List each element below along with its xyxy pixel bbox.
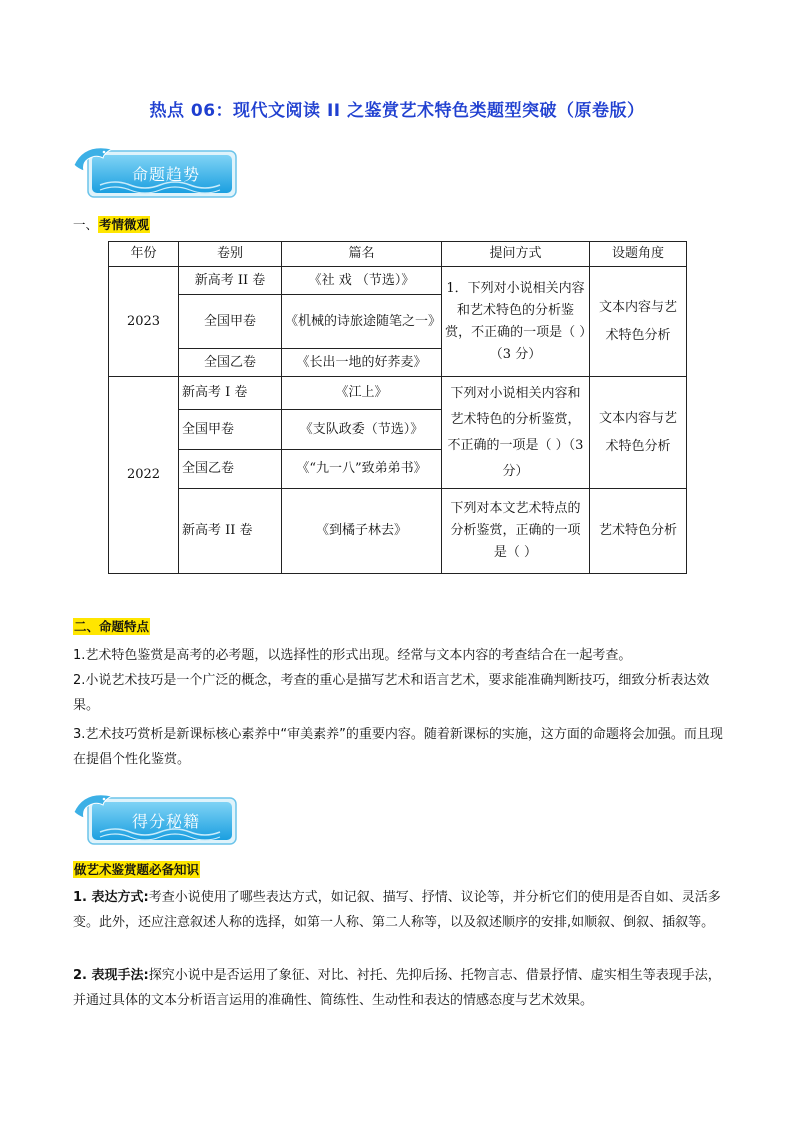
page-title: 热点 06：现代文阅读 II 之鉴赏艺术特色类题型突破（原卷版）	[149, 101, 645, 121]
section1-prefix: 一、	[73, 217, 99, 232]
section2-p2: 2.小说艺术技巧是一个广泛的概念，考查的重心是描写艺术和语言艺术，要求能准确判断技巧，细致分析表达效果。	[73, 673, 710, 713]
question-cell: 下列对本文艺术特点的分析鉴赏，正确的一项是（ ）	[442, 489, 590, 574]
section2-label: 二、命题特点	[74, 619, 150, 634]
section3-p2-lead: 2. 表现手法:	[73, 968, 149, 983]
header-year: 年份	[109, 242, 179, 267]
badge-tips-label: 得分秘籍	[131, 812, 200, 831]
section2-p3: 3.艺术技巧赏析是新课标核心素养中“审美素养”的重要内容。随着新课标的实施，这方面的命题将会加强。而且现在提倡个性化鉴赏。	[73, 727, 723, 767]
year-cell: 2022	[109, 377, 179, 574]
section3-p2-body: 探究小说中是否运用了象征、对比、衬托、先抑后扬、托物言志、借景抒情、虚实相生等表现手法，并通过具体的文本分析语言运用的准确性、简练性、生动性和表达的情感态度与艺术效果。	[73, 968, 721, 1008]
title-cell: 《支队政委（节选）》	[282, 410, 442, 450]
year-cell: 2023	[109, 267, 179, 377]
table-row	[109, 489, 687, 574]
angle-cell: 文本内容与艺术特色分析	[590, 377, 687, 489]
section1-heading	[73, 215, 150, 233]
header-angle: 设题角度	[590, 242, 687, 267]
section3-p2	[73, 963, 723, 1013]
badge-trend	[70, 143, 240, 199]
question-cell: 下列对小说相关内容和艺术特色的分析鉴赏，不正确的一项是（ ）（3 分）	[442, 377, 590, 489]
title-cell: 《长出一地的好荞麦》	[282, 349, 442, 377]
section2-p1: 1.艺术特色鉴赏是高考的必考题，以选择性的形式出现。经常与文本内容的考查结合在一起考查。	[73, 648, 632, 663]
header-paper: 卷别	[179, 242, 282, 267]
angle-cell: 艺术特色分析	[590, 489, 687, 574]
badge-tips	[70, 790, 240, 846]
paper-cell: 全国甲卷	[179, 295, 282, 349]
section1-label: 考情微观	[99, 217, 150, 232]
title-cell: 《“九一八”致弟弟书》	[282, 450, 442, 489]
title-cell: 《社 戏 （节选）》	[282, 267, 442, 295]
paper-cell: 全国乙卷	[179, 349, 282, 377]
table-row	[109, 377, 687, 410]
header-question: 提问方式	[442, 242, 590, 267]
title-cell: 《到橘子林去》	[282, 489, 442, 574]
paper-cell: 全国甲卷	[179, 410, 282, 450]
paper-cell: 新高考 I 卷	[179, 377, 282, 410]
question-cell: 1．下列对小说相关内容和艺术特色的分析鉴赏，不正确的一项是（ ）（3 分）	[442, 267, 590, 377]
header-title: 篇名	[282, 242, 442, 267]
section3-label: 做艺术鉴赏题必备知识	[74, 862, 200, 877]
title-cell: 《机械的诗旅途随笔之一》	[282, 295, 442, 349]
exam-table	[108, 241, 687, 574]
angle-cell: 文本内容与艺术特色分析	[590, 267, 687, 377]
table-header-row	[109, 242, 687, 267]
paper-cell: 新高考 II 卷	[179, 267, 282, 295]
section3-p1-body: 考查小说使用了哪些表达方式，如记叙、描写、抒情、议论等，并分析它们的使用是否自如、灵活多变。此外，还应注意叙述人称的选择，如第一人称、第二人称等，以及叙述顺序的安排,如顺叙、倒叙、插叙等。	[73, 890, 721, 930]
paper-cell: 全国乙卷	[179, 450, 282, 489]
paper-cell: 新高考 II 卷	[179, 489, 282, 574]
badge-trend-label: 命题趋势	[131, 165, 200, 184]
section2-heading	[73, 617, 150, 635]
section3-p1	[73, 885, 723, 935]
title-cell: 《江上》	[282, 377, 442, 410]
section3-heading	[73, 860, 200, 878]
section3-p1-lead: 1. 表达方式:	[73, 890, 149, 905]
table-row	[109, 267, 687, 295]
